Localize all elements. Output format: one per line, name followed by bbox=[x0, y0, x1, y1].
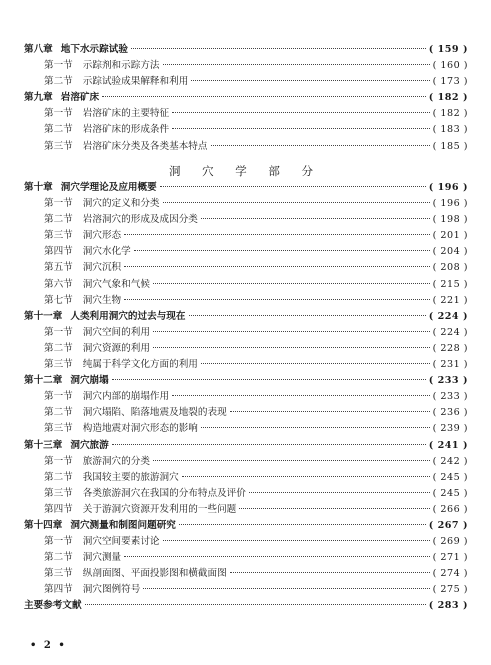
dot-leader bbox=[249, 492, 430, 493]
toc-entry-page: ( 224 ) bbox=[432, 326, 468, 338]
toc-entry-title: 洞穴测量和制图问题研究 bbox=[70, 519, 176, 531]
toc-section-entry bbox=[24, 357, 468, 373]
toc-entry-page: ( 201 ) bbox=[432, 230, 468, 242]
toc-entry-title: 岩溶洞穴的形成及成因分类 bbox=[82, 214, 198, 226]
toc-section-entry bbox=[24, 106, 468, 122]
toc-entry-page: ( 236 ) bbox=[432, 407, 468, 419]
dot-leader bbox=[230, 572, 430, 573]
toc-entry-number: 第四节 bbox=[44, 584, 73, 596]
toc-entry-title: 洞穴生物 bbox=[82, 294, 122, 306]
toc-entry-title: 岩溶矿床分类及各类基本特点 bbox=[82, 140, 208, 152]
toc-entry-number: 第二节 bbox=[44, 342, 73, 354]
toc-entry-page: ( 215 ) bbox=[432, 278, 468, 290]
toc-entry-number: 第三节 bbox=[44, 230, 73, 242]
toc-entry-page: ( 228 ) bbox=[432, 342, 468, 354]
dot-leader bbox=[124, 556, 429, 557]
toc-section-entry bbox=[24, 277, 468, 293]
toc-entry-title: 洞穴测量 bbox=[82, 552, 122, 564]
toc-entry-page: ( 182 ) bbox=[432, 108, 468, 120]
toc-entry-title: 地下水示踪试验 bbox=[60, 44, 128, 55]
toc-entry-title: 示踪剂和示踪方法 bbox=[82, 60, 160, 72]
toc-section-entry bbox=[24, 470, 468, 486]
toc-entry-title: 示踪试验成果解释和利用 bbox=[82, 76, 189, 88]
toc-entry-number: 第四节 bbox=[44, 503, 73, 515]
toc-entry-page: ( 208 ) bbox=[432, 262, 468, 274]
dot-leader bbox=[230, 411, 430, 412]
toc-chapter-entry bbox=[24, 309, 468, 325]
toc-entry-number: 第二节 bbox=[44, 214, 73, 226]
toc-entry-title: 人类利用洞穴的过去与现在 bbox=[70, 310, 186, 322]
dot-leader bbox=[211, 145, 430, 146]
toc-entry-page: ( 224 ) bbox=[428, 310, 468, 322]
toc-entry-number: 第一节 bbox=[44, 108, 73, 120]
toc-entry-page: ( 159 ) bbox=[428, 44, 468, 55]
toc-chapter-entry bbox=[24, 518, 468, 534]
toc-entry-title: 各类旅游洞穴在我国的分布特点及评价 bbox=[82, 487, 246, 499]
dot-leader bbox=[191, 80, 429, 81]
toc-section-entry bbox=[24, 486, 468, 502]
dot-leader bbox=[163, 202, 430, 203]
toc-entry-number: 第一节 bbox=[44, 326, 73, 338]
toc-entry-number: 第九章 bbox=[24, 92, 53, 104]
toc-section-entry bbox=[24, 454, 468, 470]
toc-entry-page: ( 271 ) bbox=[432, 552, 468, 564]
toc-entry-number: 第一节 bbox=[44, 455, 73, 467]
toc-entry-page: ( 196 ) bbox=[432, 198, 468, 210]
toc-entry-number: 第一节 bbox=[44, 60, 73, 72]
toc-chapter-entry bbox=[24, 180, 468, 196]
dot-leader bbox=[182, 476, 430, 477]
toc-entry-page: ( 239 ) bbox=[432, 423, 468, 435]
toc-entry-number: 第三节 bbox=[44, 359, 73, 371]
toc-entry-number: 第十三章 bbox=[24, 439, 63, 451]
toc-entry-title: 洞穴旅游 bbox=[70, 439, 109, 451]
dot-leader bbox=[201, 363, 430, 364]
toc-entry-number: 第二节 bbox=[44, 124, 73, 136]
dot-leader bbox=[153, 347, 430, 348]
toc-entry-page: ( 182 ) bbox=[428, 92, 468, 104]
toc-section-entry bbox=[24, 260, 468, 276]
dot-leader bbox=[85, 604, 426, 605]
toc-section-entry bbox=[24, 122, 468, 138]
toc-entry-number: 第七节 bbox=[44, 294, 73, 306]
toc-section-entry bbox=[24, 325, 468, 341]
dot-leader bbox=[172, 112, 429, 113]
toc-section-entry bbox=[24, 405, 468, 421]
toc-section-entry bbox=[24, 74, 468, 90]
toc-entry-title: 主要参考文献 bbox=[24, 600, 82, 612]
dot-leader bbox=[124, 299, 429, 300]
toc-entry-title: 洞穴崩塌 bbox=[70, 375, 109, 387]
toc-entry-page: ( 185 ) bbox=[432, 140, 468, 152]
toc-section-entry bbox=[24, 421, 468, 437]
toc-entry-page: ( 242 ) bbox=[432, 455, 468, 467]
dot-leader bbox=[201, 218, 430, 219]
dot-leader bbox=[201, 427, 430, 428]
toc-entry-title: 岩溶矿床 bbox=[60, 92, 100, 104]
toc-section-entry bbox=[24, 566, 468, 582]
toc-entry-page: ( 245 ) bbox=[432, 471, 468, 483]
dot-leader bbox=[153, 460, 430, 461]
toc-entry-page: ( 204 ) bbox=[432, 246, 468, 258]
dot-leader bbox=[172, 395, 429, 396]
toc-section-entry bbox=[24, 196, 468, 212]
toc-entry-title: 洞穴塌陷、陷落地震及地裂的表现 bbox=[82, 407, 227, 419]
toc-entry-page: ( 173 ) bbox=[432, 76, 468, 88]
toc-entry-title: 洞穴空间要素讨论 bbox=[82, 536, 160, 548]
toc-entry-number: 第三节 bbox=[44, 487, 73, 499]
toc-entry-page: ( 275 ) bbox=[432, 584, 468, 596]
dot-leader bbox=[239, 508, 429, 509]
dot-leader bbox=[153, 331, 430, 332]
toc-chapter-entry bbox=[24, 90, 468, 106]
dot-leader bbox=[163, 64, 430, 65]
toc-entry-number: 第十四章 bbox=[24, 519, 63, 531]
toc-entry-page: ( 233 ) bbox=[428, 375, 468, 387]
toc-entry-number: 第三节 bbox=[44, 140, 73, 152]
dot-leader bbox=[112, 379, 426, 380]
dot-leader bbox=[153, 283, 430, 284]
toc-entry-page: ( 196 ) bbox=[428, 182, 468, 193]
toc-entry-page: ( 269 ) bbox=[432, 536, 468, 548]
toc-chapter-entry bbox=[24, 598, 468, 614]
toc-section-entry bbox=[24, 341, 468, 357]
toc-entry-title: 洞穴沉积 bbox=[82, 262, 122, 274]
toc-entry-title: 纵剖面图、平面投影图和横截面图 bbox=[82, 568, 227, 580]
toc-section-entry bbox=[24, 389, 468, 405]
toc-entry-page: ( 274 ) bbox=[432, 568, 468, 580]
toc-entry-title: 关于游洞穴资源开发利用的一些问题 bbox=[82, 503, 237, 515]
toc-chapter-entry bbox=[24, 373, 468, 389]
toc-entry-page: ( 221 ) bbox=[432, 294, 468, 306]
toc-entry-page: ( 183 ) bbox=[432, 124, 468, 136]
dot-leader bbox=[134, 250, 430, 251]
toc-entry-page: ( 231 ) bbox=[432, 359, 468, 371]
toc-chapter-entry bbox=[24, 438, 468, 454]
toc-entry-number: 第十章 bbox=[24, 182, 53, 193]
toc-section-entry bbox=[24, 582, 468, 598]
toc-section-entry bbox=[24, 139, 468, 155]
toc-list-top bbox=[24, 42, 468, 155]
toc-entry-title: 洞穴资源的利用 bbox=[82, 342, 150, 354]
toc-entry-title: 岩溶矿床的主要特征 bbox=[82, 108, 170, 120]
toc-section-entry bbox=[24, 293, 468, 309]
toc-entry-number: 第十二章 bbox=[24, 375, 63, 387]
dot-leader bbox=[112, 444, 426, 445]
toc-entry-number: 第一节 bbox=[44, 536, 73, 548]
dot-leader bbox=[189, 315, 426, 316]
toc-section-entry bbox=[24, 244, 468, 260]
dot-leader bbox=[179, 524, 426, 525]
toc-entry-number: 第八章 bbox=[24, 44, 53, 55]
dot-leader bbox=[172, 128, 429, 129]
toc-entry-title: 构造地震对洞穴形态的影响 bbox=[82, 423, 198, 435]
toc-entry-page: ( 283 ) bbox=[428, 600, 468, 612]
toc-entry-title: 旅游洞穴的分类 bbox=[82, 455, 150, 467]
toc-entry-title: 洞穴气象和气候 bbox=[82, 278, 150, 290]
toc-entry-number: 第一节 bbox=[44, 391, 73, 403]
toc-entry-number: 第六节 bbox=[44, 278, 73, 290]
toc-section-entry bbox=[24, 58, 468, 74]
dot-leader bbox=[143, 588, 429, 589]
toc-entry-number: 第一节 bbox=[44, 198, 73, 210]
toc-entry-number: 第二节 bbox=[44, 471, 73, 483]
toc-section-entry bbox=[24, 228, 468, 244]
toc-section-entry bbox=[24, 502, 468, 518]
toc-entry-title: 洞穴形态 bbox=[82, 230, 122, 242]
toc-entry-number: 第二节 bbox=[44, 552, 73, 564]
toc-entry-title: 岩溶矿床的形成条件 bbox=[82, 124, 170, 136]
dot-leader bbox=[160, 186, 426, 187]
toc-entry-title: 洞穴内部的崩塌作用 bbox=[82, 391, 170, 403]
dot-leader bbox=[131, 48, 426, 49]
toc-entry-title: 洞穴水化学 bbox=[82, 246, 131, 258]
toc-entry-page: ( 198 ) bbox=[432, 214, 468, 226]
toc-entry-number: 第十一章 bbox=[24, 310, 63, 322]
toc-entry-title: 洞穴空间的利用 bbox=[82, 326, 150, 338]
toc-entry-number: 第二节 bbox=[44, 76, 73, 88]
toc-entry-title: 洞穴图例符号 bbox=[82, 584, 141, 596]
toc-chapter-entry bbox=[24, 42, 468, 58]
toc-entry-page: ( 233 ) bbox=[432, 391, 468, 403]
dot-leader bbox=[163, 540, 430, 541]
toc-list-bottom bbox=[24, 180, 468, 615]
toc-entry-number: 第三节 bbox=[44, 568, 73, 580]
toc-entry-page: ( 266 ) bbox=[432, 503, 468, 515]
dot-leader bbox=[102, 96, 426, 97]
toc-section-entry bbox=[24, 534, 468, 550]
toc-entry-title: 洞穴学理论及应用概要 bbox=[60, 182, 157, 193]
dot-leader bbox=[124, 234, 429, 235]
toc-entry-title: 洞穴的定义和分类 bbox=[82, 198, 160, 210]
toc-entry-page: ( 160 ) bbox=[432, 60, 468, 72]
toc-entry-page: ( 267 ) bbox=[428, 519, 468, 531]
toc-entry-title: 我国较主要的旅游洞穴 bbox=[82, 471, 179, 483]
part-heading: 洞 穴 学 部 分 bbox=[168, 164, 323, 178]
toc-entry-number: 第四节 bbox=[44, 246, 73, 258]
toc-entry-page: ( 241 ) bbox=[428, 439, 468, 451]
dot-leader bbox=[124, 266, 429, 267]
toc-entry-number: 第五节 bbox=[44, 262, 73, 274]
toc-section-entry bbox=[24, 550, 468, 566]
toc-entry-title: 纯属于科学文化方面的利用 bbox=[82, 359, 198, 371]
toc-entry-number: 第二节 bbox=[44, 407, 73, 419]
toc-entry-page: ( 245 ) bbox=[432, 487, 468, 499]
toc-section-entry bbox=[24, 212, 468, 228]
toc-entry-number: 第三节 bbox=[44, 423, 73, 435]
page-number: • 2 • bbox=[30, 640, 67, 651]
